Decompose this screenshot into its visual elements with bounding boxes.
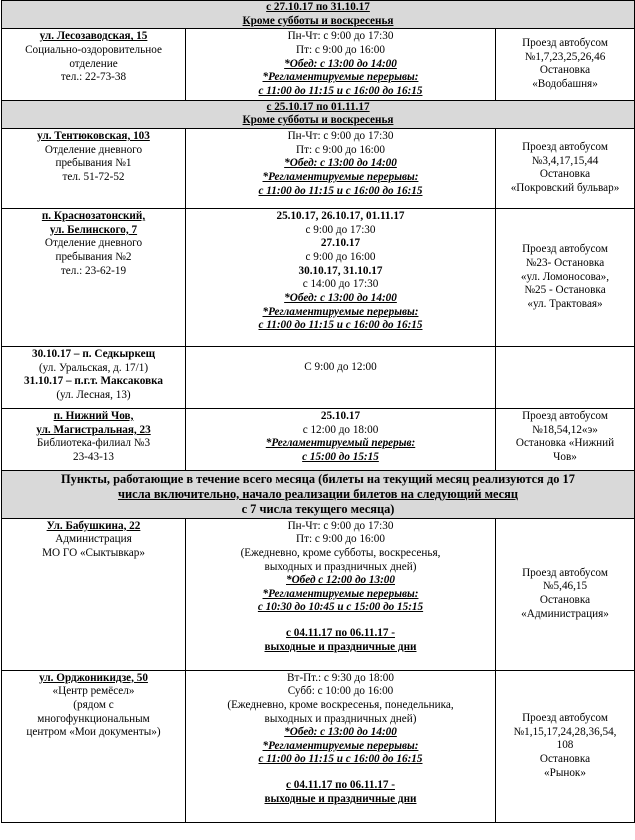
address: Ул. Бабушкина, 22	[46, 519, 141, 532]
monthly-header	[2, 470, 635, 518]
table-row	[2, 346, 635, 408]
date-location: 30.10.17 – п. Седкыркещ	[31, 347, 156, 360]
address: ул. Магистральная, 23	[36, 423, 151, 436]
bus-line: «Администрация»	[521, 607, 609, 620]
bus-line: №25 - Остановка	[524, 284, 606, 297]
location-cell	[2, 346, 186, 408]
info-line: (ул. Лесная, 13)	[56, 388, 131, 401]
holiday-note: с 04.11.17 по 06.11.17 -	[286, 779, 395, 792]
bus-line: «Рынок»	[544, 766, 586, 779]
schedule-line: Вт-Пт.: с 9:30 до 18:00	[287, 671, 394, 684]
bus-line: Чов»	[553, 450, 577, 463]
bus-line: №18,54,12«э»	[532, 423, 598, 436]
schedule-line: Пт: с 9:00 до 16:00	[296, 43, 385, 56]
bus-line: Проезд автобусом	[522, 409, 608, 422]
breaks-label: *Регламентируемые перерывы:	[262, 305, 419, 318]
phone: тел.: 23-62-19	[60, 264, 127, 277]
location-cell	[2, 518, 186, 670]
schedule-cell	[186, 208, 496, 346]
section-note: Кроме субботы и воскресенья	[242, 14, 394, 27]
monthly-text: числа включительно, начало реализации билетов на следующий месяц	[117, 486, 519, 501]
address: ул. Тентюковская, 103	[37, 129, 150, 142]
bus-line: Остановка	[539, 752, 591, 765]
bus-line: Остановка	[539, 64, 591, 77]
address: п. Краснозатонский,	[41, 209, 146, 222]
bus-cell	[496, 208, 635, 346]
holiday-note: выходные и праздничные дни	[264, 792, 417, 805]
bus-cell	[496, 518, 635, 670]
schedule-line: с 9:00 до 17:30	[305, 223, 376, 236]
lunch-break: *Обед: с 13:00 до 14:00	[284, 291, 397, 304]
bus-line: «ул. Ломоносова»,	[520, 270, 610, 283]
breaks-label: *Регламентируемые перерывы:	[262, 587, 419, 600]
schedule-cell	[186, 29, 496, 100]
breaks-label: *Регламентируемый перерыв:	[265, 437, 416, 450]
lunch-break: *Обед: с 13:00 до 14:00	[284, 726, 397, 739]
address: ул. Орджоникидзе, 50	[39, 671, 148, 684]
bus-line: №5,46,15	[542, 580, 588, 593]
lunch-break: *Обед с 12:00 до 13:00	[286, 574, 395, 587]
info-line: «Центр ремёсел»	[52, 685, 135, 698]
monthly-text: Пункты, работающие в течение всего месяца (билеты на текущий месяц реализуются до 17	[61, 471, 575, 486]
phone: тел.: 22-73-38	[60, 71, 127, 84]
breaks-label: *Регламентируемые перерывы:	[262, 739, 419, 752]
bus-cell	[496, 346, 635, 408]
location-cell	[2, 29, 186, 100]
schedule-cell	[186, 346, 496, 408]
info-line: центром «Мои документы»)	[26, 726, 161, 739]
date-line: 27.10.17	[320, 237, 361, 250]
address: п. Нижний Чов,	[53, 409, 134, 422]
table-row	[2, 208, 635, 346]
schedule-line: Пн-Чт: с 9:00 до 17:30	[287, 519, 394, 532]
bus-line: Остановка	[539, 594, 591, 607]
breaks-time: с 11:00 до 11:15 и с 16:00 до 16:15	[258, 753, 423, 766]
bus-line: 108	[556, 739, 574, 752]
phone: тел. 51-72-52	[62, 170, 125, 183]
table-row	[2, 408, 635, 470]
schedule-line: с 9:00 до 16:00	[305, 250, 376, 263]
breaks-time: с 11:00 до 11:15 и с 16:00 до 16:15	[258, 184, 423, 197]
date-location: 31.10.17 – п.г.т. Максаковка	[24, 375, 163, 388]
breaks-time: с 11:00 до 11:15 и с 16:00 до 16:15	[258, 319, 423, 332]
location-cell	[2, 128, 186, 208]
date-line: 25.10.17	[320, 409, 361, 422]
schedule-cell	[186, 128, 496, 208]
info-line: (ул. Уральская, д. 17/1)	[38, 361, 149, 374]
schedule-line: Субб: с 10:00 до 16:00	[287, 685, 394, 698]
breaks-time: с 15:00 до 15:15	[302, 450, 379, 463]
info-line: Отделение дневного	[44, 143, 143, 156]
breaks-time: с 10:30 до 10:45 и с 15:00 до 15:15	[257, 601, 424, 614]
info-line: МО ГО «Сыктывкар»	[42, 546, 145, 559]
schedule-line: Пт: с 9:00 до 16:00	[296, 143, 385, 156]
lunch-break: *Обед: с 13:00 до 14:00	[284, 157, 397, 170]
schedule-line: Пн-Чт: с 9:00 до 17:30	[287, 129, 394, 142]
date-line: 30.10.17, 31.10.17	[298, 264, 383, 277]
holiday-note: с 04.11.17 по 06.11.17 -	[286, 627, 395, 640]
table-row	[2, 128, 635, 208]
section-header-1	[2, 1, 635, 29]
table-row	[2, 29, 635, 100]
address: ул. Лесозаводская, 15	[39, 30, 148, 43]
bus-line: Проезд автобусом	[522, 141, 608, 154]
bus-line: Проезд автобусом	[522, 566, 608, 579]
info-line: Отделение дневного	[44, 237, 143, 250]
bus-cell	[496, 128, 635, 208]
schedule-line: выходных и праздничных дней)	[264, 712, 417, 725]
bus-line: №1,7,23,25,26,46	[524, 50, 606, 63]
breaks-time: с 11:00 до 11:15 и с 16:00 до 16:15	[258, 84, 423, 97]
bus-line: Проезд автобусом	[522, 37, 608, 50]
schedule-table	[1, 0, 635, 823]
info-line: отделение	[69, 57, 118, 70]
schedule-line: С 9:00 до 12:00	[304, 360, 377, 373]
info-line: пребывания №1	[55, 157, 132, 170]
section-note: Кроме субботы и воскресенья	[242, 114, 394, 127]
info-line: Социально-оздоровительное	[25, 43, 162, 56]
breaks-label: *Регламентируемые перерывы:	[262, 71, 419, 84]
table-row	[2, 518, 635, 670]
bus-cell	[496, 670, 635, 822]
section-dates: с 25.10.17 по 01.11.17	[266, 100, 370, 113]
bus-line: Остановка	[539, 168, 591, 181]
breaks-label: *Регламентируемые перерывы:	[262, 170, 419, 183]
monthly-text: с 7 числа текущего месяца)	[241, 501, 395, 516]
schedule-cell	[186, 408, 496, 470]
schedule-line: (Ежедневно, кроме воскресенья, понедельника,	[227, 698, 454, 711]
schedule-cell	[186, 670, 496, 822]
bus-line: Проезд автобусом	[522, 711, 608, 724]
schedule-cell	[186, 518, 496, 670]
schedule-line: с 14:00 до 17:30	[302, 278, 379, 291]
location-cell	[2, 670, 186, 822]
bus-cell	[496, 29, 635, 100]
bus-line: №1,15,17,24,28,36,54,	[513, 725, 617, 738]
bus-line: Проезд автобусом	[522, 243, 608, 256]
schedule-line: с 12:00 до 18:00	[302, 423, 379, 436]
bus-line: №3,4,17,15,44	[531, 154, 599, 167]
bus-cell	[496, 408, 635, 470]
section-header-2	[2, 100, 635, 128]
info-line: пребывания №2	[55, 250, 132, 263]
schedule-line: Пн-Чт: с 9:00 до 17:30	[287, 30, 394, 43]
bus-line: №23- Остановка	[525, 256, 605, 269]
bus-line: Остановка «Нижний	[515, 437, 615, 450]
schedule-line: выходных и праздничных дней)	[264, 560, 417, 573]
phone: 23-43-13	[72, 450, 114, 463]
bus-line: «Водобашня»	[532, 78, 598, 91]
schedule-line: Пт: с 9:00 до 16:00	[296, 533, 385, 546]
table-row	[2, 670, 635, 822]
location-cell	[2, 208, 186, 346]
info-line: (рядом с	[73, 698, 114, 711]
holiday-note: выходные и праздничные дни	[264, 640, 417, 653]
section-dates: с 27.10.17 по 31.10.17	[266, 1, 370, 13]
schedule-line: (Ежедневно, кроме субботы, воскресенья,	[240, 546, 441, 559]
info-line: Администрация	[55, 533, 132, 546]
date-line: 25.10.17, 26.10.17, 01.11.17	[276, 209, 405, 222]
lunch-break: *Обед: с 13:00 до 14:00	[284, 57, 397, 70]
bus-line: «Покровский бульвар»	[510, 182, 620, 195]
location-cell	[2, 408, 186, 470]
info-line: многофункциональным	[37, 712, 150, 725]
bus-line: «ул. Трактовая»	[527, 297, 603, 310]
address: ул. Белинского, 7	[49, 223, 138, 236]
info-line: Библиотека-филиал №3	[36, 437, 151, 450]
